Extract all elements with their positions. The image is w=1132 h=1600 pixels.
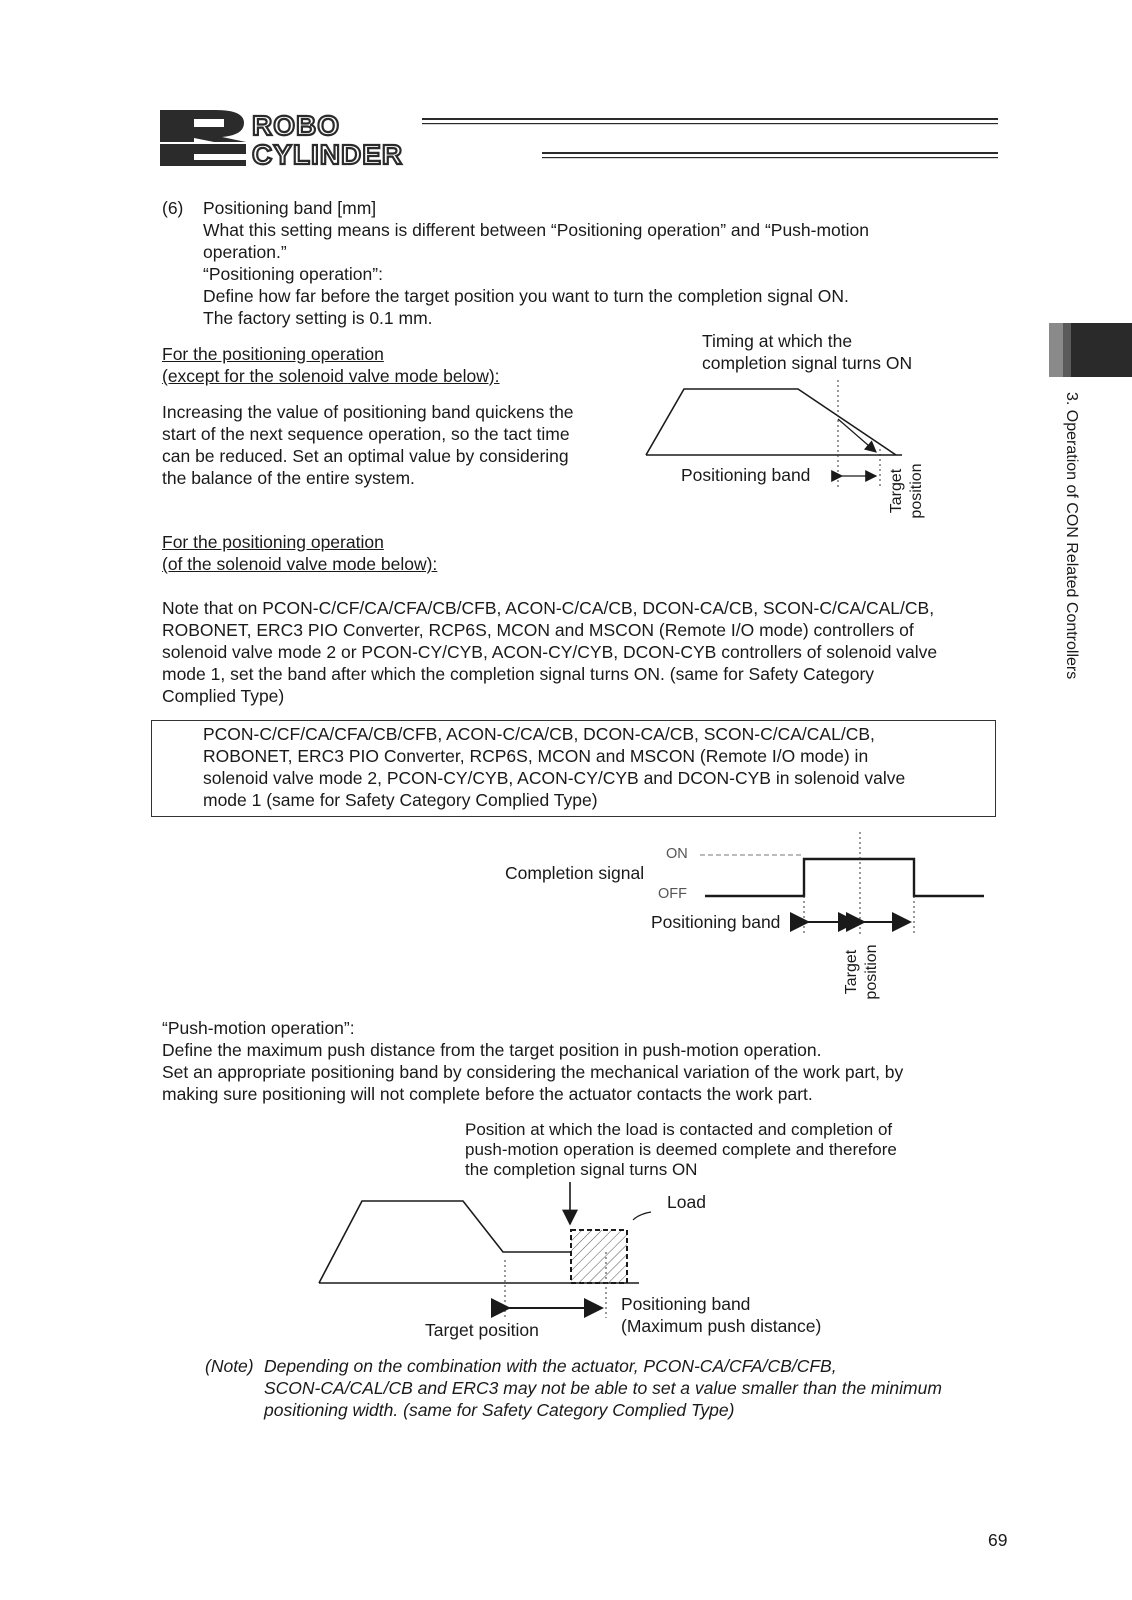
section-line: “Positioning operation”:	[203, 264, 383, 284]
trapezoid-motion-diagram	[640, 375, 920, 525]
section-line: The factory setting is 0.1 mm.	[203, 308, 433, 328]
header-logo	[160, 108, 1000, 168]
solenoid-note-line: Complied Type)	[162, 686, 285, 706]
push-motion-diagram	[315, 1180, 655, 1335]
box-line: solenoid valve mode 2, PCON-CY/CYB, ACON-CY/CYB and DCON-CYB in solenoid valve	[203, 768, 906, 788]
completion-signal-label: Completion signal	[505, 863, 645, 883]
positioning-body-line: can be reduced. Set an optimal value by considering	[162, 446, 569, 466]
push-band-label: (Maximum push distance)	[621, 1316, 822, 1336]
signal-off-label: OFF	[658, 886, 687, 902]
push-line: Set an appropriate positioning band by considering the mechanical variation of the work part, by	[162, 1062, 904, 1082]
positioning-heading: For the positioning operation	[162, 344, 384, 364]
push-caption: Position at which the load is contacted and completion of	[465, 1120, 893, 1139]
section-line: What this setting means is different between “Positioning operation” and “Push-motion	[203, 220, 870, 240]
target-position-label: Target position	[888, 463, 925, 519]
note-line: positioning width. (same for Safety Category Complied Type)	[264, 1400, 735, 1420]
solenoid-heading: For the positioning operation	[162, 532, 384, 552]
push-caption: push-motion operation is deemed complete and therefore	[465, 1140, 897, 1159]
box-line: PCON-C/CF/CA/CFA/CB/CFB, ACON-C/CA/CB, DCON-CA/CB, SCON-C/CA/CAL/CB,	[203, 724, 875, 744]
push-line: “Push-motion operation”:	[162, 1018, 355, 1038]
solenoid-note-line: Note that on PCON-C/CF/CA/CFA/CB/CFB, ACON-C/CA/CB, DCON-CA/CB, SCON-C/CA/CAL/CB,	[162, 598, 935, 618]
solenoid-note-line: ROBONET, ERC3 PIO Converter, RCP6S, MCON and MSCON (Remote I/O mode) controllers of	[162, 620, 914, 640]
push-band-label: Positioning band	[621, 1294, 751, 1314]
logo-word-cylinder: CYLINDER	[252, 139, 404, 168]
note-line: Depending on the combination with the actuator, PCON-CA/CFA/CB/CFB,	[264, 1356, 837, 1376]
note-line: SCON-CA/CAL/CB and ERC3 may not be able to set a value smaller than the minimum	[264, 1378, 942, 1398]
signal-on-label: ON	[666, 846, 688, 862]
page-number: 69	[988, 1530, 1008, 1550]
solenoid-band-label: Positioning band	[651, 912, 781, 932]
load-label: Load	[667, 1192, 706, 1212]
timing-caption: completion signal turns ON	[702, 353, 913, 373]
chapter-tab	[1049, 323, 1132, 377]
section-number: (6)	[162, 198, 184, 218]
positioning-body-line: start of the next sequence operation, so the tact time	[162, 424, 570, 444]
solenoid-note-line: mode 1, set the band after which the completion signal turns ON. (same for Safety Category	[162, 664, 875, 684]
positioning-heading: (except for the solenoid valve mode below):	[162, 366, 500, 386]
positioning-body-line: Increasing the value of positioning band quickens the	[162, 402, 574, 422]
section-line: operation.”	[203, 242, 287, 262]
box-line: ROBONET, ERC3 PIO Converter, RCP6S, MCON and MSCON (Remote I/O mode) in	[203, 746, 869, 766]
push-line: Define the maximum push distance from the target position in push-motion operation.	[162, 1040, 822, 1060]
chapter-tab-label: 3. Operation of CON Related Controllers	[1063, 392, 1080, 680]
note-prefix: (Note)	[205, 1356, 254, 1376]
section-line: Define how far before the target position you want to turn the completion signal ON.	[203, 286, 849, 306]
push-line: making sure positioning will not complete before the actuator contacts the work part.	[162, 1084, 813, 1104]
positioning-band-label: Positioning band	[681, 465, 811, 485]
positioning-body-line: the balance of the entire system.	[162, 468, 415, 488]
solenoid-heading: (of the solenoid valve mode below):	[162, 554, 438, 574]
section-title: Positioning band [mm]	[203, 198, 377, 218]
timing-caption: Timing at which the	[702, 331, 853, 351]
solenoid-note-line: solenoid valve mode 2 or PCON-CY/CYB, ACON-CY/CYB, DCON-CYB controllers of solenoid valve	[162, 642, 938, 662]
push-caption: the completion signal turns ON	[465, 1160, 698, 1179]
robo-cylinder-logo	[160, 108, 1000, 168]
logo-word-robo: ROBO	[252, 110, 340, 141]
box-line: mode 1 (same for Safety Category Complied Type)	[203, 790, 598, 810]
push-target-label: Target position	[425, 1320, 539, 1340]
solenoid-target-label: Target position	[843, 944, 880, 1000]
